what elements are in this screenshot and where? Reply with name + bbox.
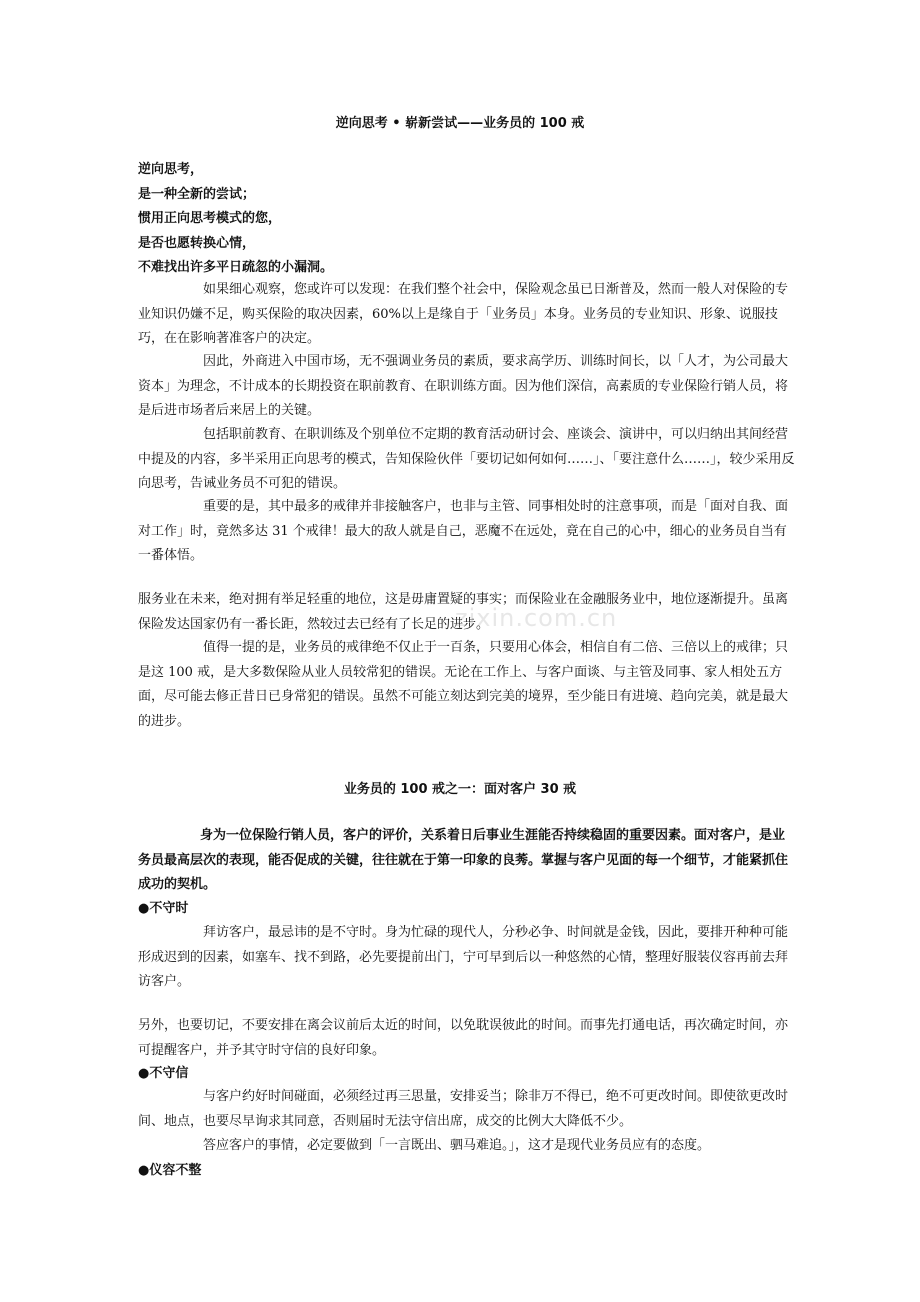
poem-block <box>138 158 818 281</box>
intro-paragraph: 重要的是，其中最多的戒律并非接触客户，也非与主管、同事相处时的注意事项，而是「面对自我、面对工作」时，竟然多达 31 个戒律！最大的敌人就是自己，恶魔不在远处，竟在自己的心中，细心的业务员自当有一番体悟。 <box>138 499 789 563</box>
section-heading-trust: ●不守信 <box>138 1066 189 1081</box>
section-title: 业务员的 100 戒之一：面对客户 30 戒 <box>343 782 577 797</box>
watermark: zixin.com.cn <box>455 604 618 632</box>
section-heading-late: ●不守时 <box>138 901 189 916</box>
document-title: 逆向思考 • 崭新尝试——业务员的 100 戒 <box>335 116 585 131</box>
service-paragraph: 服务业在未来，绝对拥有举足轻重的地位，这是毋庸置疑的事实；而保险业在金融服务业中，地位逐渐提升。虽离保险发达国家仍有一番长距，然较过去已经有了长足的进步。 <box>138 592 789 632</box>
section-heading-appearance: ●仪容不整 <box>138 1163 202 1178</box>
intro-paragraph: 包括职前教育、在职训练及个别单位不定期的教育活动研讨会、座谈会、演讲中，可以归纳出其间经营中提及的内容，多半采用正向思考的模式，告知保险伙伴「要切记如何如何……」、「要注意什么……」，较少采用反向思考，告诫业务员不可犯的错误。 <box>138 427 795 491</box>
lead-paragraph: 身为一位保险行销人员，客户的评价，关系着日后事业生涯能否持续稳固的重要因素。面对客户，是业务员最高层次的表现，能否促成的关键，往往就在于第一印象的良莠。掌握与客户见面的每一个细节，才能紧抓住成功的契机。 <box>138 828 789 892</box>
poem-line: 是否也愿转换心情， <box>138 235 256 251</box>
worth-paragraph: 值得一提的是，业务员的戒律绝不仅止于一百条，只要用心体会，相信自有二倍、三倍以上的戒律；只是这 100 戒，是大多数保险从业人员较常犯的错误。无论在工作上、与客户面谈、与主管及同事、家人相处五方面，尽可能去修正昔日已身常犯的错误。虽然不可能立刻达到完美的境界，至少能日有进境、趋向完美，就是最大的进步。 <box>138 640 789 729</box>
late-paragraph: 拜访客户，最忌讳的是不守时。身为忙碌的现代人，分秒必争、时间就是金钱，因此，要排开种种可能形成迟到的因素，如塞车、找不到路，必先要提前出门，宁可早到后以一种悠然的心情，整理好服装仪容再前去拜访客户。 <box>138 925 789 989</box>
intro-paragraph: 因此，外商进入中国市场，无不强调业务员的素质，要求高学历、训练时间长，以「人才，为公司最大资本」为理念，不计成本的长期投资在职前教育、在职训练方面。因为他们深信，高素质的专业保险行销人员，将是后进市场者后来居上的关键。 <box>138 354 789 418</box>
late-paragraph-2: 另外，也要切记，不要安排在离会议前后太近的时间，以免耽误彼此的时间。而事先打通电话，再次确定时间，亦可提醒客户，并予其守时守信的良好印象。 <box>138 1018 789 1058</box>
poem-line: 不难找出许多平日疏忽的小漏洞。 <box>138 260 334 275</box>
poem-line: 逆向思考， <box>138 162 204 177</box>
poem-line: 惯用正向思考模式的您， <box>138 211 282 226</box>
intro-paragraph: 如果细心观察，您或许可以发现：在我们整个社会中，保险观念虽已日渐普及，然而一般人对保险的专业知识仍嫌不足，购买保险的取决因素，60%以上是缘自于「业务员」本身。业务员的专业知识、形象、说服技巧，在在影响著准客户的决定。 <box>138 282 789 346</box>
poem-line: 是一种全新的尝试； <box>138 186 256 202</box>
trust-paragraph-2: 答应客户的事情，必定要做到「一言既出、驷马难追。」，这才是现代业务员应有的态度。 <box>203 1138 711 1153</box>
trust-paragraph: 与客户约好时间碰面，必须经过再三思量，安排妥当；除非万不得已，绝不可更改时间。即使欲更改时间、地点，也要尽早询求其同意，否则届时无法守信出席，成交的比例大大降低不少。 <box>138 1089 789 1129</box>
